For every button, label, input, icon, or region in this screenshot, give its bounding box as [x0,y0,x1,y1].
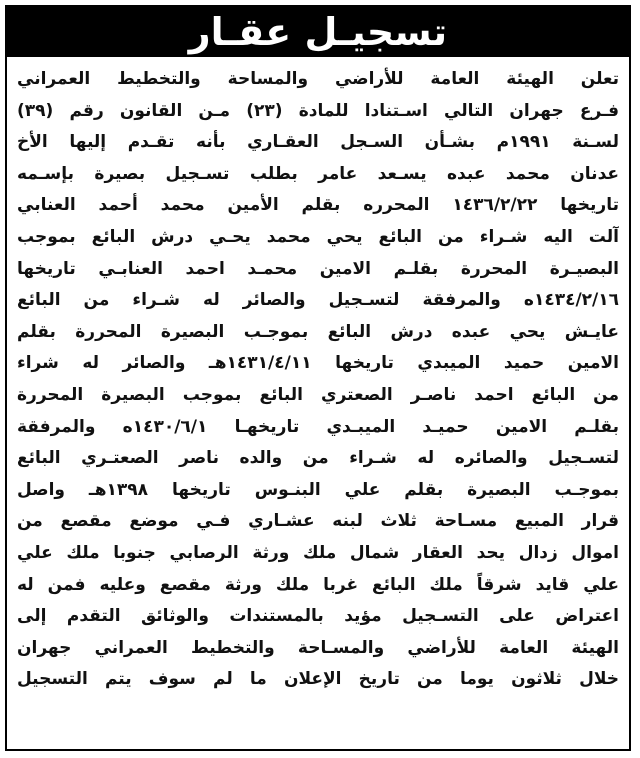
body-line: بقلـم الامين حميـد الميبـدي تاريخهـا ١٤٣٠/٦/١ه والمرفقة [17,416,619,437]
body-line: الهيئة العامة للأراضي والمسـاحة والتخطيط العمراني جهران [17,637,619,658]
body-line: تاريخها ١٤٣٦/٢/٢٢ المحرره بقلم الأمين محمد أحمد العنابي [17,195,619,216]
title-bar [7,7,629,57]
notice-box [5,5,631,751]
body-line: البصيـرة المحررة بقلـم الامين محمـد احمد العنابـي تاريخها [17,258,619,279]
body-line: بموجـب البصيرة بقلم علي البنـوس تاريخها ١٣٩٨هـ واصل [17,479,619,500]
body-line: فـرع جهران التالي اسـتنادا للمادة (٢٣) مـن القانون رقم (٣٩) [17,100,619,121]
body-line: اعتراض على التسـجيل مؤيد بالمستندات والوثائق التقدم إلى [17,606,619,627]
body-line: آلت اليه شـراء من البائع يحي محمد يحـي درش البائع بموجب [17,226,619,247]
body-line: علي قايد شرقاً ملك البائع غربا ملك ورثة مقصع وعليه فمن له [17,574,619,595]
body-line: لسـنة ١٩٩١م بشـأن السـجل العقـاري بأنه تقـدم إليها الأخ [17,132,619,153]
body-line: قرار المبيع مسـاحة ثلاث لبنه عشـاري فـي موضع مقصع من [17,511,619,532]
body-line: خلال ثلاثون يوما من تاريخ الإعلان ما لم سوف يتم التسجيل [17,669,619,690]
body-line: ١٤٣٤/٢/١٦ه والمرفقة لتسـجيل والصائر له شـراء من البائع [17,290,619,311]
body-line: لتسـجيل والصائره له شـراء من والده ناصر الصعتـري البائع [17,448,619,469]
notice-title: تسجيـل عقـار [188,10,448,54]
body-line: عدنان محمد عبده يسـعد عامر بطلب تسـجيل بصيرة بإسـمه [17,163,619,184]
body-line: الامين حميد الميبدي تاريخها ١٤٣١/٤/١١هـ والصائر له شراء [17,353,619,374]
notice-body [17,64,619,745]
body-line: من البائع احمد ناصـر الصعتري البائع بموجب البصيرة المحررة [17,384,619,405]
body-line: تعلن الهيئة العامة للأراضي والمساحة والتخطيط العمراني [17,69,619,89]
body-line: اموال زدال يحد العقار شمال ملك ورثة الرصابي جنوبا ملك علي [17,542,619,563]
body-line: عايـش يحي عبده درش البائع بموجـب البصيرة المحررة بقلم [17,321,619,342]
